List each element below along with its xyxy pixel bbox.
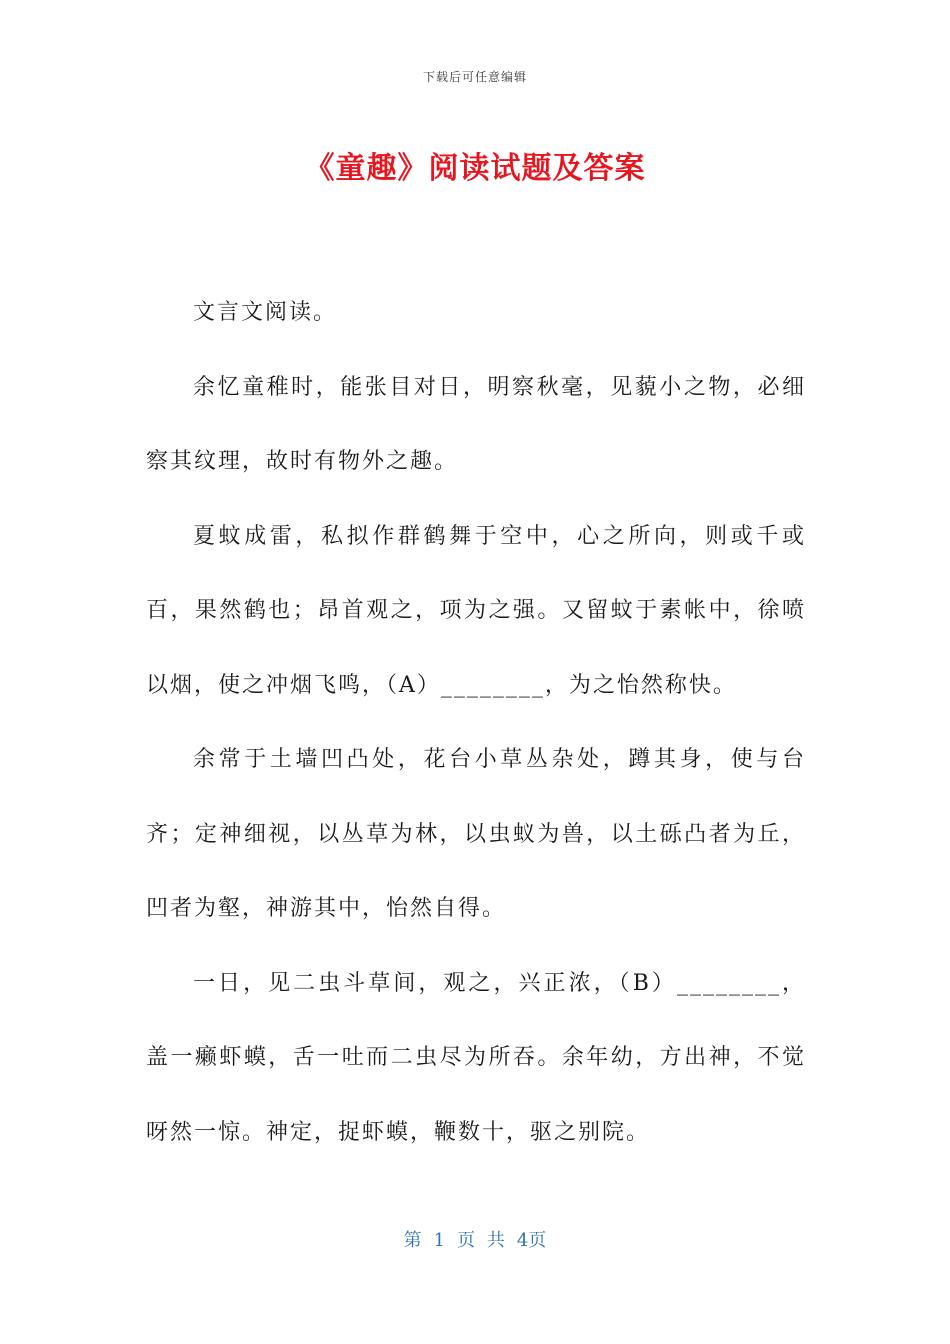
paragraph-4: 一日，见二虫斗草间，观之，兴正浓，（B）________，盖一癞虾蟆，舌一吐而二虫尽为所吞。余年幼，方出神，不觉呀然一惊。神定，捉虾蟆，鞭数十，驱之别院。 — [146, 970, 806, 1145]
paragraph-3: 余常于土墙凹凸处，花台小草丛杂处，蹲其身，使与台齐；定神细视，以丛草为林，以虫蚁为兽，以土砾凸者为丘，凹者为壑，神游其中，怡然自得。 — [146, 747, 806, 921]
paragraph-intro: 文言文阅读。 — [193, 300, 338, 325]
footer-total-pages: 4页 — [516, 1230, 547, 1251]
footer-prefix: 第 — [403, 1230, 422, 1251]
paragraph-2: 夏蚊成雷，私拟作群鹤舞于空中，心之所向，则或千或百，果然鹤也；昂首观之，项为之强。又留蚊于素帐中，徐喷以烟，使之冲烟飞鸣，（A）________，为之怡然称快。 — [146, 523, 806, 698]
header-note: 下载后可任意编辑 — [422, 70, 527, 84]
page-footer — [0, 1226, 950, 1252]
footer-page-number: 1 — [433, 1230, 446, 1251]
document-body — [146, 276, 806, 1170]
paragraph-1: 余忆童稚时，能张目对日，明察秋毫，见藐小之物，必细察其纹理，故时有物外之趣。 — [146, 374, 806, 474]
page-title: 《童趣》阅读试题及答案 — [304, 151, 646, 186]
footer-middle: 页 共 — [457, 1230, 505, 1251]
